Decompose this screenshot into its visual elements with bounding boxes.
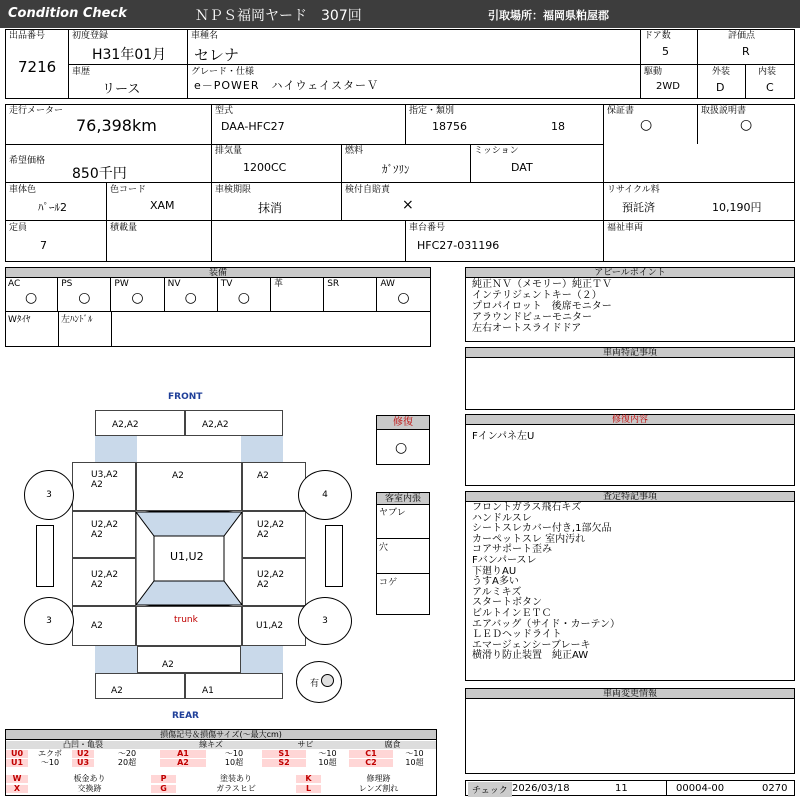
- legend-note-text: 修理跡: [366, 774, 391, 783]
- legend-size: ～10: [318, 749, 337, 758]
- right-fender-mark: A2: [257, 471, 269, 481]
- fuel: ｶﾞｿﾘﾝ: [382, 163, 410, 176]
- right-mirror: [325, 525, 343, 587]
- appeal-line: 純正ＮＶ（メモリー）純正ＴＶ: [472, 279, 612, 290]
- spare-tire-icon: [321, 674, 334, 687]
- equip-label: AC: [8, 279, 21, 289]
- capacity-label: 定員: [9, 223, 28, 233]
- legend-size: ～20: [117, 749, 137, 758]
- equip-cell: [271, 278, 324, 311]
- grade-label: グレード・仕様: [191, 67, 255, 77]
- inspector-list: [472, 503, 620, 662]
- legend-head: 腐食: [349, 741, 436, 749]
- pickup-location: 引取場所：福岡県粕屋郡: [488, 9, 609, 22]
- ext-label: 外装: [712, 67, 731, 77]
- legend-panel: [5, 729, 437, 796]
- legend-head: サビ: [262, 741, 349, 749]
- score: R: [742, 45, 750, 58]
- legend-head: 線キズ: [160, 741, 262, 749]
- inspector-line: Fバンパースレ: [472, 554, 537, 566]
- right-fender[interactable]: [242, 462, 306, 511]
- recycle-amount: 10,190円: [712, 201, 762, 214]
- appeal-list: [472, 279, 612, 334]
- ext: D: [716, 81, 725, 94]
- legend-note-text: 板金あり: [73, 774, 106, 783]
- equip-value: ○: [237, 290, 251, 306]
- chassis-label: 車台番号: [409, 223, 446, 233]
- repair-mark: ○: [395, 440, 408, 456]
- appeal-line: アラウンドビューモニター: [472, 312, 592, 323]
- equip-cell: [218, 278, 271, 311]
- price: 850千円: [72, 166, 127, 182]
- left-fender-mark: U3,A2 A2: [91, 470, 119, 490]
- equip-cell: [58, 278, 111, 311]
- lot-label: 出品番号: [9, 31, 46, 41]
- grade: e－POWER ハイウェイスターＶ: [194, 79, 379, 92]
- inspector-line: カーペットスレ 室内汚れ: [472, 533, 586, 545]
- color-code: XAM: [150, 199, 175, 212]
- special-title: 車両特記事項: [466, 348, 794, 358]
- inspection-label: 車検期限: [215, 185, 252, 195]
- mission-label: ミッション: [474, 146, 519, 156]
- price-label: 希望価格: [9, 156, 46, 166]
- displacement: 1200CC: [243, 161, 287, 174]
- equip-cell: [165, 278, 218, 311]
- front-label: FRONT: [168, 392, 203, 402]
- inspector-line: ＬＥＤヘッドライト: [472, 629, 562, 641]
- car-name-label: 車種名: [191, 31, 219, 41]
- inspector-title: 査定特記事項: [466, 492, 794, 502]
- trunk-label: trunk: [174, 615, 198, 625]
- mileage-label: 走行メーター: [9, 106, 64, 116]
- doors-label: ドア数: [644, 31, 671, 41]
- legend-code: S1: [262, 750, 306, 758]
- rear-mid-mark: A2: [162, 660, 174, 670]
- warranty: ○: [640, 117, 653, 133]
- inspector-line: うすA多い: [472, 576, 519, 588]
- legend-code: A1: [160, 750, 206, 758]
- inspection: 抹消: [258, 201, 283, 215]
- equip-value: ○: [25, 290, 38, 306]
- hood[interactable]: [136, 462, 242, 511]
- equip-label: SR: [327, 279, 340, 289]
- inspector-line: アルミキズ: [472, 586, 522, 598]
- left-front-door-mark: U2,A2 A2: [91, 520, 119, 540]
- left-quarter-mark: A2: [91, 621, 103, 631]
- mileage: 76,398km: [76, 116, 157, 135]
- rear-bumper-left-mark: A2: [111, 686, 123, 696]
- legend-size: ～10: [224, 749, 244, 758]
- rear-label: REAR: [172, 711, 199, 721]
- right-front-door-mark: U2,A2 A2: [257, 520, 285, 540]
- history: リース: [102, 82, 141, 97]
- legend-size: 10超: [318, 758, 337, 767]
- change-panel: [465, 688, 795, 774]
- legend-note-text: 交換跡: [77, 784, 102, 793]
- color-label: 車体色: [9, 185, 37, 195]
- legend-code: U2: [72, 750, 94, 758]
- displacement-label: 排気量: [215, 146, 243, 156]
- front-bumper-left[interactable]: [95, 410, 185, 436]
- equip-cell: [111, 278, 164, 311]
- equip-label: 革: [274, 279, 284, 289]
- front-bumper-right[interactable]: [185, 410, 283, 436]
- car-diagram: [0, 385, 370, 725]
- repair-detail-title: 修復内容: [466, 415, 794, 425]
- inspector-line: コアサポート歪み: [472, 544, 552, 556]
- category: 18: [551, 120, 565, 133]
- legend-note-text: レンズ割れ: [358, 784, 399, 793]
- front-bumper-left-mark: A2,A2: [112, 420, 139, 430]
- legend-note-code: K: [296, 775, 321, 783]
- legend-code: U3: [72, 759, 94, 767]
- liability: ×: [402, 197, 414, 213]
- header-bar: [0, 0, 800, 28]
- legend-size: 20超: [117, 758, 137, 767]
- equip-cell: [5, 278, 58, 311]
- inspector-line: エアバッグ（サイド・カーテン）: [472, 618, 620, 630]
- first-reg: H31年01月: [92, 47, 167, 63]
- rear-bumper-right-mark: A1: [202, 686, 214, 696]
- warranty-label: 保証書: [607, 106, 635, 116]
- equip-cell: [324, 278, 377, 311]
- interior-row: 穴: [379, 543, 389, 553]
- legend-size: ～10: [40, 758, 60, 767]
- rear-mid-panel[interactable]: [137, 646, 241, 673]
- chassis: HFC27-031196: [417, 239, 500, 252]
- legend-size: エクボ: [38, 749, 62, 758]
- liability-label: 検付自賠責: [345, 185, 391, 195]
- rear-bumper-right[interactable]: [185, 673, 283, 699]
- spare-tire-label: 有: [310, 679, 320, 689]
- score-label: 評価点: [728, 31, 756, 41]
- legend-code: C2: [349, 759, 393, 767]
- car-name: セレナ: [194, 46, 240, 64]
- trunk-panel[interactable]: [136, 606, 242, 646]
- legend-note-code: P: [151, 775, 176, 783]
- legend-note-code: G: [151, 785, 176, 793]
- auction-title: ＮＰＳ福岡ヤード 307回: [195, 8, 362, 24]
- load-label: 積載量: [110, 223, 138, 233]
- repair-title: 修復: [377, 416, 429, 430]
- legend-note-code: W: [6, 775, 28, 783]
- app-title: Condition Check: [8, 6, 127, 21]
- legend-code: U0: [6, 750, 28, 758]
- recycle-label: リサイクル料: [607, 185, 660, 195]
- legend-size: ～10: [405, 749, 424, 758]
- recycle-status: 預託済: [622, 201, 655, 214]
- legend-code: U1: [6, 759, 28, 767]
- designation-label: 指定・類別: [409, 106, 455, 116]
- legend-title: 損傷記号＆損傷サイズ(～最大cm): [6, 730, 436, 740]
- doors: 5: [662, 45, 669, 58]
- inspector-line: ビルトインＥＴＣ: [472, 607, 552, 619]
- inspector-line: フロントガラス飛石キズ: [472, 502, 582, 513]
- rear-bumper-left[interactable]: [95, 673, 185, 699]
- model: DAA-HFC27: [221, 120, 285, 133]
- appeal-line: インテリジェントキー（２）: [472, 290, 602, 301]
- inspector-line: ハンドルスレ: [472, 512, 532, 524]
- equip-value: ○: [397, 290, 410, 306]
- front-bumper-right-mark: A2,A2: [202, 420, 229, 430]
- check-label: チェック: [468, 782, 512, 797]
- equip-label: PS: [61, 279, 73, 289]
- interior-row: ヤブレ: [379, 508, 406, 518]
- appeal-line: 左右オートスライドドア: [472, 323, 582, 334]
- repair-detail: Fインパネ左U: [472, 431, 535, 442]
- color-code-label: 色コード: [110, 185, 147, 195]
- legend-size: 10超: [405, 758, 424, 767]
- equip-label: TV: [220, 279, 233, 289]
- hood-mark: A2: [172, 471, 184, 481]
- mission: DAT: [511, 161, 533, 174]
- fuel-label: 燃料: [345, 146, 364, 156]
- equip-label: AW: [380, 279, 395, 289]
- legend-note-text: ガラスヒビ: [216, 784, 256, 793]
- history-label: 車歴: [72, 67, 91, 77]
- interior-title: 客室内張: [377, 493, 429, 505]
- left-quarter[interactable]: [72, 606, 136, 646]
- check-code: 00004-00: [676, 783, 725, 794]
- manual: ○: [740, 117, 753, 133]
- equipment-title: 装備: [6, 268, 430, 278]
- footer-bar: [465, 780, 795, 796]
- right-quarter-mark: U1,A2: [256, 621, 284, 631]
- equip-value: ○: [184, 290, 197, 306]
- designation: 18756: [432, 120, 467, 133]
- capacity: 7: [40, 239, 47, 252]
- legend-note-text: 塗装あり: [220, 774, 252, 783]
- inspector-line: シートスレカバー付き,1部欠品: [472, 523, 612, 535]
- equip-label: NV: [167, 279, 181, 289]
- left-mirror: [36, 525, 54, 587]
- equip-label: PW: [114, 279, 129, 289]
- inspector-line: 下廻りAU: [472, 565, 517, 577]
- tire-front-left[interactable]: 3: [24, 470, 74, 520]
- lot-number: 7216: [18, 58, 57, 76]
- right-rear-door-mark: U2,A2 A2: [257, 570, 285, 590]
- legend-size: 10超: [224, 758, 244, 767]
- legend-code: A2: [160, 759, 206, 767]
- legend-code: C1: [349, 750, 393, 758]
- equip-cell: [377, 278, 430, 311]
- equip-value: ○: [131, 290, 144, 306]
- change-title: 車両変更情報: [466, 689, 794, 699]
- equip-wtire: Wﾀｲﾔ: [8, 315, 31, 325]
- check-code2: 0270: [762, 783, 788, 794]
- legend-note-code: L: [296, 785, 321, 793]
- legend-note-code: X: [6, 785, 28, 793]
- drive-label: 駆動: [644, 67, 663, 77]
- appeal-line: プロパイロット 後席モニター: [472, 301, 612, 312]
- inspector-line: エマージェンシーブレーキ: [472, 639, 591, 651]
- legend-code: S2: [262, 759, 306, 767]
- roof-mark: U1,U2: [170, 550, 204, 563]
- interior-row: コゲ: [379, 578, 398, 588]
- spare-tire: [296, 661, 342, 703]
- first-reg-label: 初度登録: [72, 31, 109, 41]
- manual-label: 取扱説明書: [701, 106, 747, 116]
- equip-lhd: 左ﾊﾝﾄﾞﾙ: [61, 315, 93, 325]
- inspector-line: 横滑り防止装置 純正AW: [472, 650, 589, 662]
- tire-front-right[interactable]: 4: [298, 470, 352, 520]
- welfare-label: 福祉車両: [607, 223, 644, 233]
- equip-value: ○: [78, 290, 91, 306]
- check-date: 2026/03/18: [512, 783, 570, 794]
- color: ﾊﾟｰﾙ2: [38, 201, 67, 214]
- appeal-title: アピールポイント: [466, 268, 794, 278]
- tire-rear-right[interactable]: 3: [298, 597, 352, 645]
- left-rear-door-mark: U2,A2 A2: [91, 570, 119, 590]
- model-label: 型式: [215, 106, 234, 116]
- drive: 2WD: [656, 81, 680, 92]
- int-label: 内装: [758, 67, 777, 77]
- check-num: 11: [615, 783, 628, 794]
- inspector-line: スタートボタン: [472, 597, 542, 609]
- legend-head: 凸凹・亀裂: [6, 741, 160, 749]
- tire-rear-left[interactable]: 3: [24, 597, 74, 645]
- int: C: [766, 81, 774, 94]
